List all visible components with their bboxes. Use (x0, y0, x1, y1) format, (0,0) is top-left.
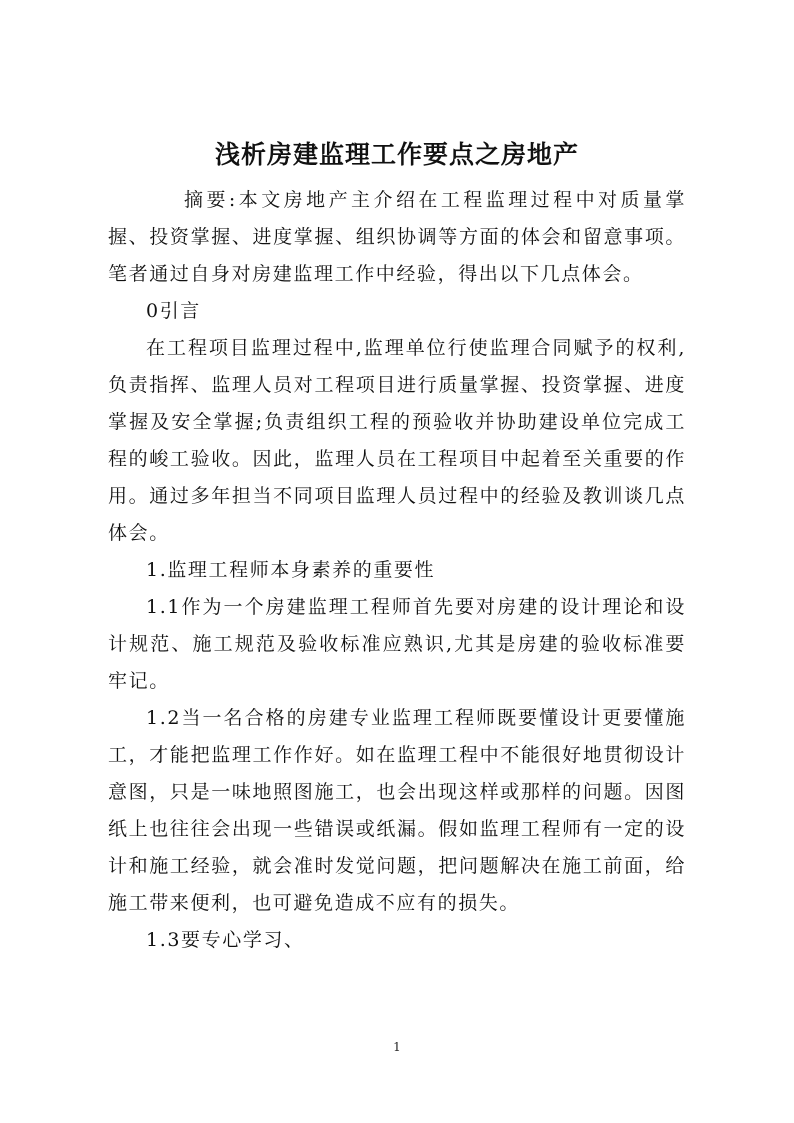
paragraph-1-1: 1.1作为一个房建监理工程师首先要对房建的设计理论和设计规范、施工规范及验收标准应熟识,尤其是房建的验收标准要牢记。 (108, 596, 686, 692)
section-heading-1: 1.监理工程师本身素养的重要性 (146, 559, 436, 581)
section-heading-introduction: 0引言 (146, 300, 201, 322)
page-number: 1 (393, 1040, 401, 1054)
document-title: 浅析房建监理工作要点之房地产 (214, 140, 579, 169)
abstract-paragraph: 摘要:本文房地产主介绍在工程监理过程中对质量掌握、投资掌握、进度掌握、组织协调等方面的体会和留意事项。笔者通过自身对房建监理工作中经验，得出以下几点体会。 (108, 189, 686, 285)
introduction-paragraph: 在工程项目监理过程中,监理单位行使监理合同赋予的权利,负责指挥、监理人员对工程项目进行质量掌握、投资掌握、进度掌握及安全掌握;负责组织工程的预验收并协助建设单位完成工程的峻工验收。因此，监理人员在工程项目中起着至关重要的作用。通过多年担当不同项目监理人员过程中的经验及教训谈几点体会。 (108, 337, 686, 544)
paragraph-1-3: 1.3要专心学习、 (146, 929, 305, 951)
paragraph-1-2: 1.2当一名合格的房建专业监理工程师既要懂设计更要懂施工，才能把监理工作作好。如在监理工程中不能很好地贯彻设计意图，只是一味地照图施工，也会出现这样或那样的问题。因图纸上也往往会出现一些错误或纸漏。假如监理工程师有一定的设计和施工经验，就会准时发觉问题，把问题解决在施工前面，给施工带来便利，也可避免造成不应有的损失。 (108, 707, 686, 914)
